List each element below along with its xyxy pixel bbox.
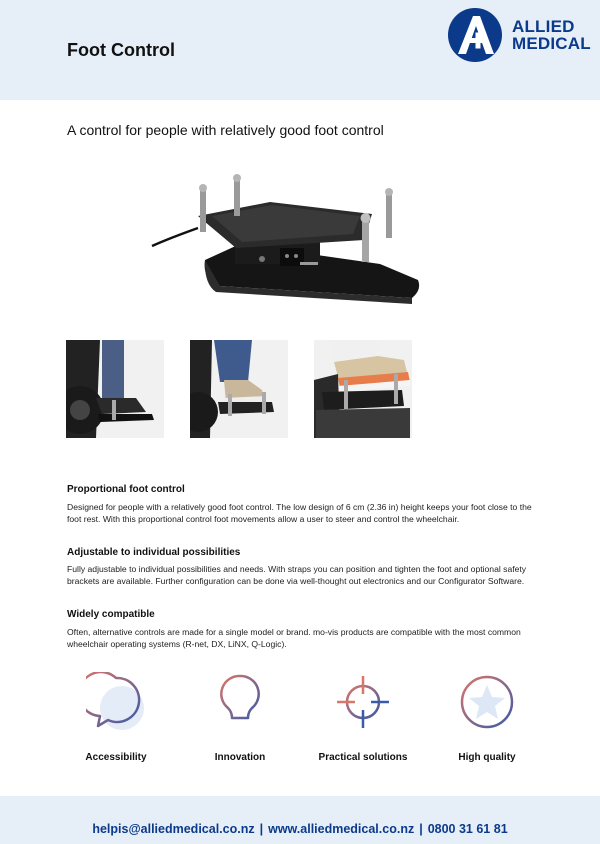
section-heading-proportional: Proportional foot control — [67, 484, 185, 495]
logo-line-1: ALLIED — [512, 17, 575, 36]
speech-bubble-icon — [86, 672, 146, 732]
footer-separator: | — [419, 822, 423, 836]
feature-practical-solutions — [303, 672, 423, 772]
section-body-proportional: Designed for people with a relatively good foot control. The low design of 6 cm (2.36 in) height keeps your foot close to the foot rest. With this proportional control foot movements allow a user to steer and control the wheelchair. — [67, 502, 532, 524]
footer-separator: | — [259, 822, 264, 836]
section-body-compatible: Often, alternative controls are made for a single model or brand. mo-vis products are compatible with the most common wheelchair operating systems (R-net, DX, LiNX, Q-Logic). — [67, 627, 521, 649]
section-heading-compatible: Widely compatible — [67, 609, 155, 620]
subtitle: A control for people with relatively good foot control — [67, 122, 384, 138]
usage-photo-1 — [66, 340, 164, 438]
feature-high-quality — [427, 672, 547, 772]
footer-contact — [0, 822, 600, 836]
crosshair-icon — [333, 672, 393, 732]
header-band — [0, 0, 600, 100]
foot-control-product-image — [150, 168, 425, 318]
feature-accessibility — [56, 672, 176, 772]
feature-innovation — [180, 672, 300, 772]
footer-phone[interactable]: 0800 31 61 81 — [427, 822, 508, 836]
logo-wordmark — [512, 18, 591, 52]
usage-photo-3 — [314, 340, 412, 438]
feature-label-accessibility: Accessibility — [85, 752, 147, 763]
feature-label-innovation: Innovation — [214, 752, 266, 763]
section-body-adjustable: Fully adjustable to individual possibilities and needs. With straps you can position and tighten the foot and optional safety brackets are available. Further configuration can be done via well-thought out electronics and our Configurator Software. — [67, 564, 527, 586]
section-heading-adjustable: Adjustable to individual possibilities — [67, 547, 241, 558]
usage-photo-2 — [190, 340, 288, 438]
footer-band — [0, 796, 600, 844]
footer-email-link[interactable]: helpis@alliedmedical.co.nz — [92, 822, 255, 836]
page-title: Foot Control — [67, 40, 175, 60]
footer-website-link[interactable]: www.alliedmedical.co.nz — [268, 822, 415, 836]
lightbulb-icon — [210, 672, 270, 732]
allied-medical-logo — [446, 6, 594, 64]
feature-label-high-quality: High quality — [458, 752, 516, 763]
star-badge-icon — [457, 672, 517, 732]
logo-line-2: MEDICAL — [512, 34, 591, 53]
feature-label-practical-solutions: Practical solutions — [318, 752, 408, 763]
logo-mark-icon — [446, 6, 508, 64]
